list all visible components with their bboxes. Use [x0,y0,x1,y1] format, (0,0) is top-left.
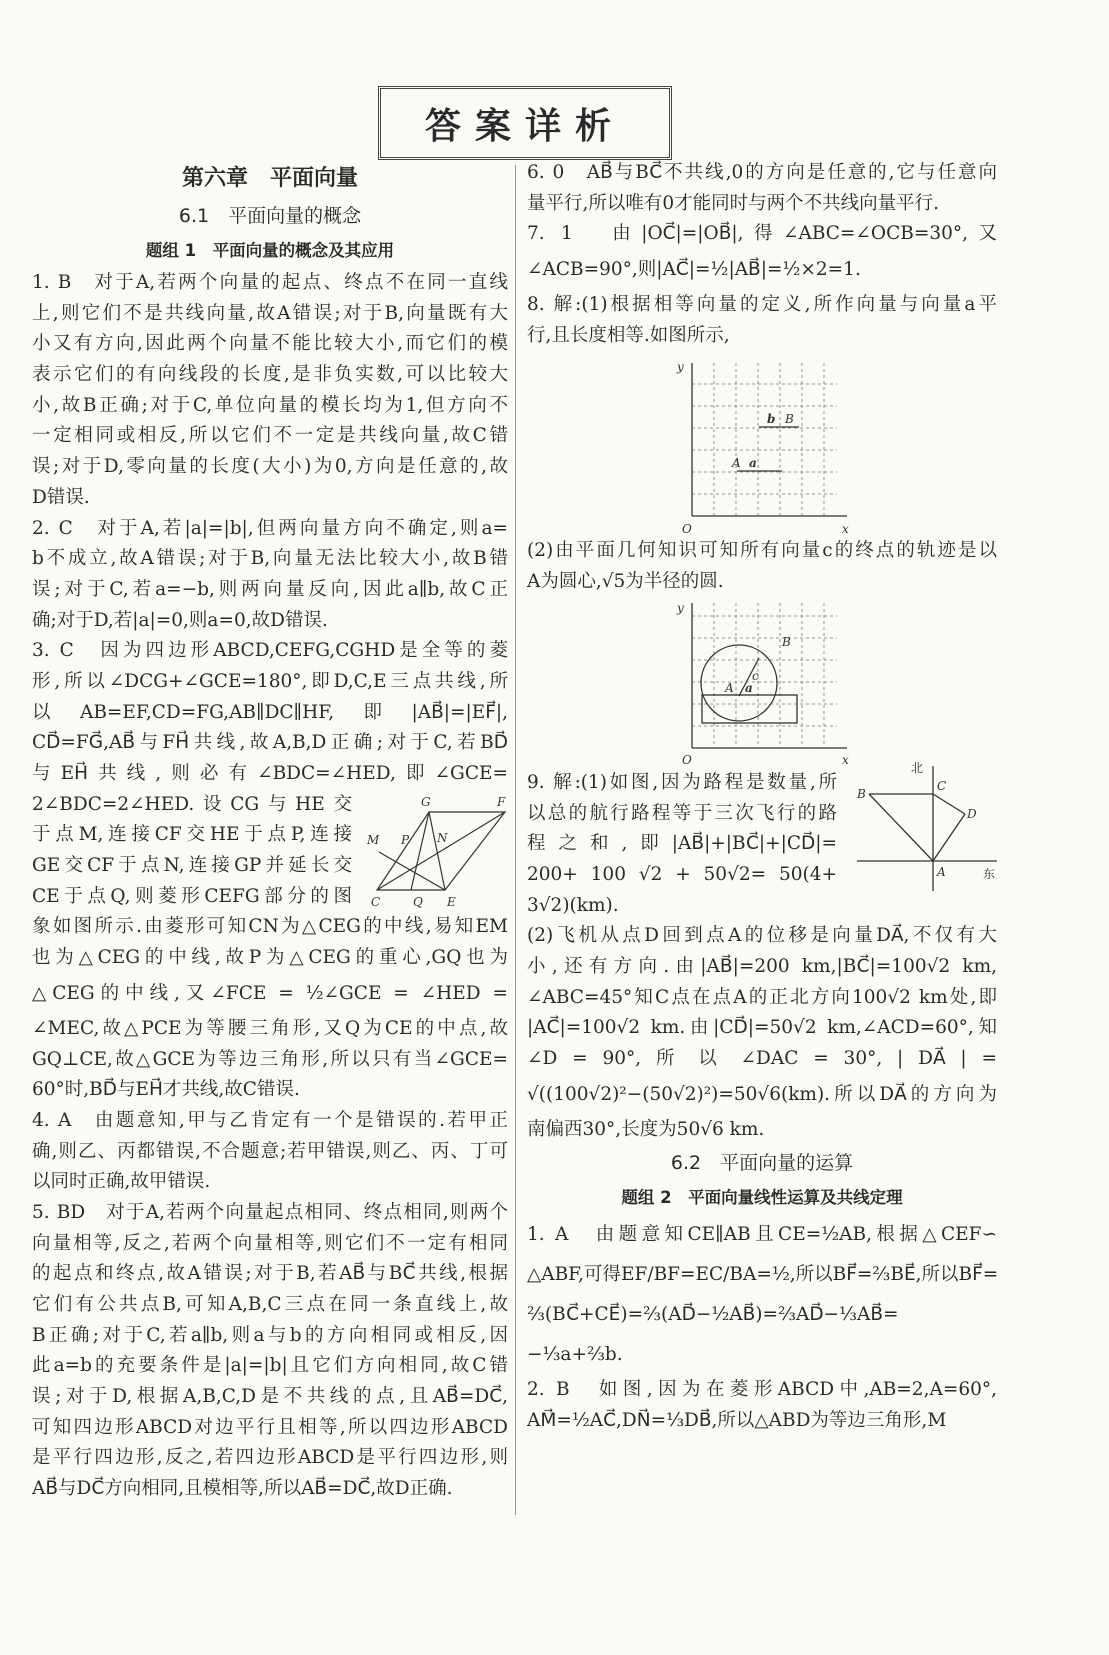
text-line: 9. 解:(1)如图,因为路程是数量,所 [527,771,837,793]
text-line: 是平行四边形,反之,若四边形ABCD是平行四边形,则 [32,1447,508,1469]
text-line: 误;对于D,零向量的长度(大小)为0,方向是任意的,故 [32,456,508,478]
text-line: AB⃗与DC⃗方向相同,且模相等,所以AB⃗=DC⃗,故D正确. [32,1478,453,1500]
fig-label: G [421,795,431,809]
point-label: B [857,786,866,801]
text-line: 以同时正确,故甲错误. [32,1171,211,1193]
text-line: A为圆心,√5为半径的圆. [527,571,724,593]
vector-label: c [752,668,759,683]
point-label: D [967,806,977,821]
text-line: 表示它们的有向线段的长度,是非负实数,可以比较大 [32,364,508,386]
axis-label: x [842,752,849,767]
vector-label: b [767,412,776,427]
text-line: 它们有公共点B,可知A,B,C三点在同一条直线上,故 [32,1294,508,1315]
point-label: A [937,864,946,879]
left-column [32,160,508,1505]
text-line: 3. C 因为四边形ABCD,CEFG,CGHD是全等的菱 [32,640,508,662]
answer-text [527,536,997,597]
vector-label: a [745,680,753,695]
direction-label: 北 [911,760,924,775]
fig-label: F [497,795,506,809]
text-line: CE于点Q,则菱形CEFG部分的图 [32,885,352,907]
axis-label: O [682,752,692,767]
text-line: △CEG的中线,又∠FCE = ½∠GCE = ∠HED = [32,982,508,1004]
text-line: |AC⃗|=100√2 km.由|CD⃗|=50√2 km,∠ACD=60°,知 [527,1017,997,1039]
point-label: C [937,778,947,793]
text-line: 上,则它们不是共线向量,故A错误;对于B,向量既有大 [32,302,508,324]
text-line: CD⃗=FG⃗,AB⃗与FH⃗共线,故A,B,D正确;对于C,若BD⃗ [32,732,508,754]
text-line: 3√2)(km). [527,894,619,916]
point-label: A [725,680,734,695]
fig-label: P [401,833,410,847]
fig-label: Q [413,895,423,909]
answer-text [527,158,997,351]
text-line: 小,还有方向.由|AB⃗|=200 km,|BC⃗|=100√2 km, [527,955,997,977]
text-line: 量平行,所以唯有0才能同时与两个不共线向量平行. [527,192,940,214]
text-line: 4. A 由题意知,甲与乙肯定有一个是错误的.若甲正 [32,1109,508,1131]
text-line: 形,所以∠DCG+∠GCE=180°,即D,C,E三点共线,所 [32,670,508,692]
rhombus-figure [365,792,510,910]
text-line: B正确;对于C,若a∥b,则a与b的方向相同或相反,因 [32,1324,508,1346]
text-line: 1. A 由题意知CE∥AB且CE=½AB,根据△CEF∽ [527,1224,997,1246]
text-line: AM⃗=½AC⃗,DN⃗=⅓DB⃗,所以△ABD为等边三角形,M [527,1410,947,1432]
text-line: △ABF,可得EF/BF=EC/BA=½,所以BF⃗=⅔BE⃗,所以BF⃗= [527,1264,999,1286]
graph-2 [527,598,997,768]
text-line: 60°时,BD⃗与EH⃗才共线,故C错误. [32,1079,300,1101]
point-label: B [782,634,791,649]
graph-1 [527,351,997,536]
section-heading: 6.2 平面向量的运算 [670,1152,854,1175]
text-line: 向量相等,反之,若两个向量相等,则它们不一定有相同 [32,1232,508,1254]
section-heading: 6.1 平面向量的概念 [178,205,362,227]
text-line: 可知四边形ABCD对边平行且相等,所以四边形ABCD [32,1416,508,1438]
right-column [527,158,997,1437]
text-line: ⅔(BC⃗+CE⃗)=⅔(AD⃗−½AB⃗)=⅔AD⃗−⅓AB⃗= [527,1304,899,1326]
fig-label: C [371,895,381,909]
text-line: 7. 1 由|OC⃗|=|OB⃗|,得∠ABC=∠OCB=30°,又 [527,223,997,245]
text-line: 1. B 对于A,若两个向量的起点、终点不在同一直线 [32,272,508,293]
text-line: √((100√2)²−(50√2)²)=50√6(km).所以DA⃗的方向为 [527,1083,997,1105]
text-line: ∠D = 90°, 所 以 ∠DAC = 30°, | DA⃗ | = [527,1048,997,1069]
axis-label: x [842,522,849,537]
text-line: ∠ACB=90°,则|AC⃗|=½|AB⃗|=½×2=1. [527,259,861,281]
flight-path-figure [853,756,997,896]
text-line: −⅓a+⅔b. [527,1344,623,1366]
point-label: B [785,412,794,427]
fig-label: E [447,895,456,909]
text-line: 确,则乙、丙都错误,不合题意;若甲错误,则乙、丙、丁可 [32,1140,508,1162]
text-line: b不成立,故A错误;对于B,向量无法比较大小,故B错 [32,548,508,570]
text-line: GQ⊥CE,故△GCE为等边三角形,所以只有当∠GCE= [32,1048,508,1070]
page-title: 答案详析 [424,105,625,147]
axis-label: y [677,360,684,375]
text-line: 2. B 如图,因为在菱形ABCD中,AB=2,A=60°, [527,1379,997,1401]
text-line: 以总的航行路程等于三次飞行的路 [527,802,837,824]
axis-label: O [682,522,692,537]
text-line: 行,且长度相等.如图所示, [527,324,730,346]
text-line: GE交CF于点N,连接GP并延长交 [32,855,352,877]
text-line: 的起点和终点,故A错误;对于B,若AB⃗与BC⃗共线,根据 [32,1263,508,1285]
group-heading: 题组 1 平面向量的概念及其应用 [145,241,395,260]
fig-label: M [367,833,380,847]
fig-label: N [437,831,448,845]
text-line: 2∠BDC=2∠HED.设CG与HE交 [32,793,352,815]
answer-text [527,921,997,1145]
text-line: (2)飞机从点D回到点A的位移是向量DA⃗,不仅有大 [527,925,997,947]
axis-label: y [677,600,684,615]
text-line: 与EH⃗共线,则必有∠BDC=∠HED,即∠GCE= [32,763,508,784]
text-line: 2. C 对于A,若|a|=|b|,但两向量方向不确定,则a= [32,517,508,539]
text-line: 误;对于C,若a=−b,则两向量反向,因此a∥b,故C正 [32,578,508,600]
column-divider [515,165,516,1515]
group-heading: 题组 2 平面向量线性运算及共线定理 [621,1188,903,1208]
text-line: (2)由平面几何知识可知所有向量c的终点的轨迹是以 [527,540,997,562]
text-line: 一定相同或相反,所以它们不一定是共线向量,故C错 [32,425,508,447]
text-line: 小又有方向,因此两个向量不能比较大小,而它们的模 [32,333,508,355]
text-line: 此a=b的充要条件是|a|=|b|且它们方向相同,故C错 [32,1355,508,1377]
title-banner [378,86,672,160]
text-line: ∠ABC=45°知C点在点A的正北方向100√2 km处,即 [527,986,997,1008]
answer-text [527,768,837,921]
text-line: 南偏西30°,长度为50√6 km. [527,1118,765,1140]
text-line: 8. 解:(1)根据相等向量的定义,所作向量与向量a平 [527,294,997,316]
text-line: D错误. [32,486,90,508]
text-line: ∠MEC,故△PCE为等腰三角形,又Q为CE的中点,故 [32,1017,508,1039]
text-line: 200+ 100 √2 + 50√2= 50(4+ [527,863,837,885]
text-line: 误;对于D,根据A,B,C,D是不共线的点,且AB⃗=DC⃗, [32,1386,508,1408]
text-line: 也为△CEG的中线,故P为△CEG的重心,GQ也为 [32,947,508,969]
text-line: 以AB=EF,CD=FG,AB∥DC∥HF,即|AB⃗|=|EF⃗|, [32,701,508,723]
vector-label: a [749,456,757,471]
text-line: 6. 0 AB⃗与BC⃗不共线,0的方向是任意的,它与任意向 [527,162,997,183]
text-line: 确;对于D,若|a|=0,则a=0,故D错误. [32,609,328,631]
chapter-heading: 第六章 平面向量 [181,166,358,191]
answer-text [527,1215,997,1436]
text-line: 象如图所示.由菱形可知CN为△CEG的中线,易知EM [32,916,508,938]
text-line: 程之和,即|AB⃗|+|BC⃗|+|CD⃗|= [527,833,837,855]
text-line: 5. BD 对于A,若两个向量起点相同、终点相同,则两个 [32,1201,508,1223]
text-line: 于点M,连接CF交HE于点P,连接 [32,824,352,846]
text-line: 小,故B正确;对于C,单位向量的模长均为1,但方向不 [32,394,508,416]
point-label: A [732,456,741,471]
direction-label: 东 [983,866,996,881]
